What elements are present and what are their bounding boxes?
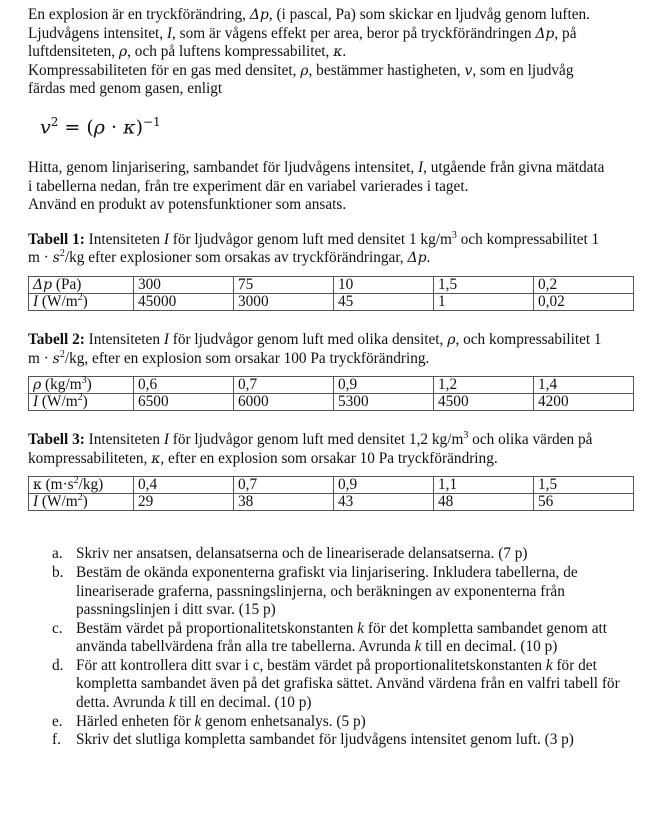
- task-line-1: Hitta, genom linjarisering, sambandet för ljudvågens intensitet, I, utgående från givna mätdata: [28, 158, 605, 176]
- table-cell: 56: [534, 494, 634, 511]
- table-row: [29, 394, 634, 411]
- question-c: c. Bestäm värdet på proportionalitetskonstanten k för det kompletta sambandet genom att använda tabellvärdena från alla tre tabellerna. Avrunda k till en decimal. (10 p): [52, 619, 608, 656]
- table-row: [29, 293, 634, 310]
- table-cell: 4200: [534, 394, 634, 411]
- table-cell: 0,6: [134, 377, 234, 394]
- row-header: I $(W/m^2)$: [29, 293, 134, 310]
- table-cell: 0,7: [234, 377, 334, 394]
- table-2-caption-line-2: $m \cdot s^2/kg$, efter en explosion som orsakar 100 Pa tryckförändring.: [28, 348, 430, 367]
- row-header: Δp (Pa): [29, 276, 134, 293]
- table-cell: 1,5: [434, 276, 534, 293]
- intro-line-5: färdas med genom gasen, enligt: [28, 80, 223, 98]
- table-row: [29, 276, 634, 293]
- question-e: e. Härled enheten för k genom enhetsanalys. (5 p): [52, 712, 366, 730]
- task-line-2: i tabellerna nedan, från tre experiment där en variabel varierades i taget.: [28, 177, 469, 195]
- delta-p-symbol: Δp: [249, 7, 269, 23]
- table-2: [28, 376, 634, 411]
- table-cell: 0,9: [334, 377, 434, 394]
- intro-line-2: Ljudvågens intensitet, I, som är vågens effekt per area, beror på tryckförändringen Δp, på: [28, 24, 577, 42]
- task-paragraph: [28, 159, 648, 215]
- table-2-caption: Tabell 2: Intensiteten I för ljudvågor genom luft med olika densitet, ρ, och kompressabilitet 1: [28, 330, 602, 348]
- table-3-caption: Tabell 3: Intensiteten I för ljudvågor genom luft med densitet 1,2 $kg/m^3$ och olika värden på: [28, 430, 593, 449]
- table-cell: 0,4: [134, 477, 234, 494]
- table-cell: 1,4: [534, 377, 634, 394]
- table-row: [29, 494, 634, 511]
- question-f: f. Skriv det slutliga kompletta sambandet för ljudvågens intensitet genom luft. (3 p): [52, 731, 574, 749]
- table-1-caption: Tabell 1: Intensiteten I för ljudvågor genom luft med densitet 1 $kg/m^3$ och kompressabilitet 1: [28, 229, 600, 248]
- table-cell: 1,2: [434, 377, 534, 394]
- table-cell: 6500: [134, 394, 234, 411]
- question-b: b. Bestäm de okända exponenterna grafiskt via linjarisering. Inkludera tabellerna, de lineariserade graferna, passningslinjerna, och beräkningen av exponenterna från passningslinjen i ditt svar. (15 p): [52, 563, 578, 619]
- intro-line-3: luftdensiteten, ρ, och på luftens kompressabilitet, κ.: [28, 43, 347, 61]
- table-cell: 45: [334, 293, 434, 310]
- intensity-symbol: I: [166, 24, 173, 42]
- table-3-block: [28, 431, 648, 511]
- table-cell: 29: [134, 494, 234, 511]
- table-cell: 4500: [434, 394, 534, 411]
- row-header: I $(W/m^2)$: [29, 494, 134, 511]
- question-d: d. För att kontrollera ditt svar i c, bestäm värdet på proportionalitetskonstanten k för det kompletta sambandet även på det grafiska sättet. Använd värdena från en valfri tabell för detta. Avrunda k till en decimal. (10 p): [52, 656, 620, 712]
- table-cell: 0,7: [234, 477, 334, 494]
- table-cell: 300: [134, 276, 234, 293]
- table-cell: 43: [334, 494, 434, 511]
- table-1-caption-line-2: $m \cdot s^2/kg$ efter explosioner som orsakas av tryckförändringar, Δp.: [28, 248, 431, 267]
- question-list: [28, 545, 648, 750]
- table-row: [29, 477, 634, 494]
- table-cell: 6000: [234, 394, 334, 411]
- document-page: [28, 6, 648, 750]
- table-cell: 0,02: [534, 293, 634, 310]
- table-cell: 45000: [134, 293, 234, 310]
- table-cell: 48: [434, 494, 534, 511]
- table-cell: 10: [334, 276, 434, 293]
- table-cell: 75: [234, 276, 334, 293]
- table-cell: 1: [434, 293, 534, 310]
- table-1: [28, 276, 634, 311]
- row-header: κ $(m\cdot s^2/kg)$: [29, 477, 134, 494]
- intro-line-4: Kompressabiliteten för en gas med densitet, ρ, bestämmer hastigheten, v, som en ljudvåg: [28, 61, 574, 79]
- speed-formula: $v^2 = (\rho \cdot \kappa)^{-1}$: [40, 114, 161, 139]
- table-3-caption-line-2: kompressabiliteten, κ, efter en explosion som orsakar 10 Pa tryckförändring.: [28, 449, 498, 467]
- task-line-3: Använd en produkt av potensfunktioner som ansats.: [28, 196, 347, 214]
- table-2-block: [28, 331, 648, 411]
- table-cell: 0,9: [334, 477, 434, 494]
- row-header: I $(W/m^2)$: [29, 394, 134, 411]
- table-row: [29, 377, 634, 394]
- intro-line-1: En explosion är en tryckförändring, Δp, (i pascal, Pa) som skickar en ljudvåg genom luften.: [28, 6, 590, 23]
- table-3: [28, 476, 634, 511]
- table-cell: 1,1: [434, 477, 534, 494]
- table-cell: 0,2: [534, 276, 634, 293]
- row-header: ρ $(kg/m^3)$: [29, 377, 134, 394]
- table-cell: 38: [234, 494, 334, 511]
- intro-paragraph: [28, 6, 648, 99]
- table-cell: 3000: [234, 293, 334, 310]
- table-1-block: [28, 231, 648, 311]
- table-cell: 5300: [334, 394, 434, 411]
- question-a: a. Skriv ner ansatsen, delansatserna och de lineariserade delansatserna. (7 p): [52, 545, 528, 563]
- table-cell: 1,5: [534, 477, 634, 494]
